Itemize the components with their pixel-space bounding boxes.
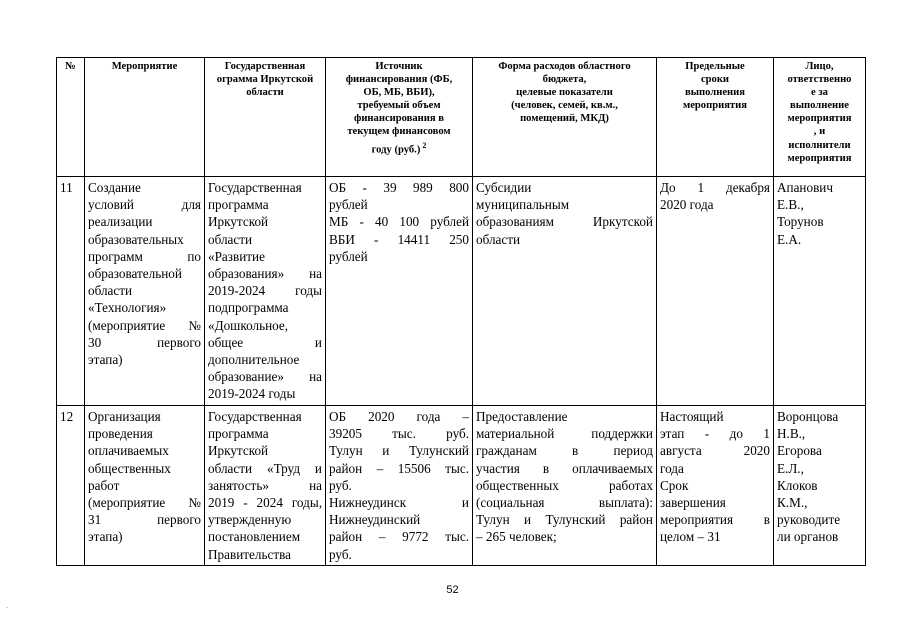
cell-line: Предоставление bbox=[476, 409, 568, 424]
cell-line: области «Труд и bbox=[208, 460, 322, 476]
cell-line: Источник bbox=[375, 61, 423, 72]
cell-line: Лицо, bbox=[805, 61, 834, 72]
cell-line: целом – 31 bbox=[660, 529, 721, 545]
header-num: № bbox=[57, 58, 85, 177]
cell-line: условий для bbox=[88, 197, 201, 213]
header-source bbox=[326, 58, 473, 177]
cell-line: программ по bbox=[88, 248, 201, 264]
cell-line: 30 первого bbox=[88, 334, 201, 350]
cell-line: Апанович bbox=[777, 180, 834, 195]
cell-line: 2020 года bbox=[660, 197, 714, 213]
cell-line: Предельные bbox=[685, 61, 745, 72]
person-cell bbox=[774, 406, 866, 566]
cell-line: Организация bbox=[88, 409, 161, 424]
cell-line: требуемый объем bbox=[357, 100, 441, 112]
cell-line: Государственная bbox=[224, 61, 306, 72]
cell-line: (человек, семей, кв.м., bbox=[511, 100, 618, 112]
cell-line: этап - до 1 bbox=[660, 426, 770, 442]
cell-line: области bbox=[88, 283, 133, 299]
cell-line: постановлением bbox=[208, 529, 301, 545]
cell-line: августа 2020 bbox=[660, 443, 770, 459]
cell-line: образования» на bbox=[208, 266, 322, 282]
cell-line: руб. bbox=[329, 546, 352, 562]
row-number: 11 bbox=[57, 177, 85, 406]
cell-line: года bbox=[660, 460, 684, 476]
cell-line: финансирования (ФБ, bbox=[345, 74, 453, 86]
cell-line: 39205 тыс. руб. bbox=[329, 426, 469, 442]
table-header-row bbox=[57, 58, 866, 177]
cell-line: занятость» на bbox=[208, 477, 322, 493]
cell-line: реализации bbox=[88, 214, 153, 230]
cell-line: финансирования в bbox=[354, 113, 444, 125]
cell-line: мероприятия bbox=[683, 100, 747, 112]
cell-line: исполнители bbox=[788, 139, 851, 151]
cell-line: МБ - 40 100 рублей bbox=[329, 214, 469, 230]
cell-line: выполнения bbox=[685, 87, 745, 99]
header-program bbox=[205, 58, 326, 177]
program-cell bbox=[205, 406, 326, 566]
cell-line: е за bbox=[811, 87, 828, 99]
cell-line: этапа) bbox=[88, 529, 123, 545]
row-number: 12 bbox=[57, 406, 85, 566]
cell-line: текущем финансовом bbox=[347, 126, 451, 138]
cell-line: Субсидии bbox=[476, 180, 532, 195]
cell-line: материальной поддержки bbox=[476, 426, 653, 442]
table-row bbox=[57, 177, 866, 406]
cell-line: общественных bbox=[88, 460, 171, 476]
cell-line: Государственная bbox=[208, 180, 302, 195]
cell-line: , и bbox=[813, 126, 826, 138]
cell-line: 2019-2024 годы bbox=[208, 386, 296, 402]
cell-line: участия в оплачиваемых bbox=[476, 460, 653, 476]
cell-line: руководите bbox=[777, 512, 841, 528]
source-cell bbox=[326, 177, 473, 406]
person-cell bbox=[774, 177, 866, 406]
cell-line: ограмма Иркутской bbox=[216, 74, 314, 86]
cell-line: целевые показатели bbox=[516, 87, 613, 99]
cell-line: Правительства bbox=[208, 546, 291, 562]
deadline-cell bbox=[657, 406, 774, 566]
cell-line: Воронцова bbox=[777, 409, 839, 424]
cell-line: Настоящий bbox=[660, 409, 724, 424]
cell-line: Тулун и Тулунский bbox=[329, 443, 469, 459]
cell-line: этапа) bbox=[88, 352, 123, 368]
header-deadline bbox=[657, 58, 774, 177]
cell-line: Тулун и Тулунский район bbox=[476, 512, 653, 528]
cell-line: район – 9772 тыс. bbox=[329, 529, 469, 545]
cell-line: (социальная выплата): bbox=[476, 495, 653, 511]
cell-line: Государственная bbox=[208, 409, 302, 424]
cell-line: дополнительное bbox=[208, 352, 300, 368]
cell-line: области bbox=[208, 231, 253, 247]
form-cell bbox=[473, 406, 657, 566]
cell-line: ответственно bbox=[787, 74, 852, 86]
cell-line: программа bbox=[208, 426, 269, 442]
cell-line: Е.А. bbox=[777, 231, 802, 247]
cell-line: году (руб.) $^2$ bbox=[371, 140, 427, 156]
cell-line: проведения bbox=[88, 426, 153, 442]
header-event: Мероприятие bbox=[85, 58, 205, 177]
cell-line: Форма расходов областного bbox=[498, 61, 631, 72]
cell-line: К.М., bbox=[777, 495, 808, 511]
cell-line: Егорова bbox=[777, 443, 822, 459]
cell-line: выполнение bbox=[790, 100, 849, 112]
cell-line: Иркутской bbox=[208, 443, 269, 459]
cell-line: 2019-2024 годы bbox=[208, 283, 322, 299]
cell-line: ОБ 2020 года – bbox=[329, 409, 469, 424]
form-cell bbox=[473, 177, 657, 406]
event-cell bbox=[85, 177, 205, 406]
table-row bbox=[57, 406, 866, 566]
cell-line: ли органов bbox=[777, 529, 839, 545]
cell-line: Нижнеудинский bbox=[329, 512, 421, 528]
cell-line: общественных работах bbox=[476, 477, 653, 493]
cell-line: ВБИ - 14411 250 bbox=[329, 231, 469, 247]
cell-line: Иркутской bbox=[208, 214, 269, 230]
cell-line: ОБ - 39 989 800 bbox=[329, 180, 469, 195]
cell-line: Торунов bbox=[777, 214, 824, 230]
event-cell bbox=[85, 406, 205, 566]
cell-line: образовательной bbox=[88, 266, 182, 282]
cell-line: Создание bbox=[88, 180, 141, 195]
cell-line: работ bbox=[88, 477, 120, 493]
cell-line: Е.Л., bbox=[777, 460, 804, 476]
cell-line: области bbox=[246, 87, 284, 99]
cell-line: Е.В., bbox=[777, 197, 804, 213]
scan-mark: . bbox=[6, 601, 9, 610]
events-table bbox=[56, 57, 866, 566]
cell-line: Нижнеудинск и bbox=[329, 495, 469, 511]
cell-line: подпрограмма bbox=[208, 300, 289, 316]
cell-line: Клоков bbox=[777, 477, 818, 493]
cell-line: (мероприятие № bbox=[88, 317, 201, 333]
cell-line: сроки bbox=[700, 74, 730, 86]
cell-line: завершения bbox=[660, 495, 726, 511]
deadline-cell bbox=[657, 177, 774, 406]
cell-line: области bbox=[476, 231, 521, 247]
cell-line: помещений, МКД) bbox=[520, 113, 609, 125]
cell-line: бюджета, bbox=[542, 74, 587, 86]
cell-line: образование» на bbox=[208, 369, 322, 385]
cell-line: гражданам в период bbox=[476, 443, 653, 459]
cell-line: рублей bbox=[329, 197, 368, 213]
cell-line: мероприятия bbox=[787, 152, 852, 164]
cell-line: руб. bbox=[329, 477, 352, 493]
header-form bbox=[473, 58, 657, 177]
cell-line: – 265 человек; bbox=[476, 529, 557, 545]
cell-line: Н.В., bbox=[777, 426, 806, 442]
cell-line: программа bbox=[208, 197, 269, 213]
page-number: 52 bbox=[446, 584, 459, 596]
cell-line: образованиям Иркутской bbox=[476, 214, 653, 230]
cell-line: ОБ, МБ, ВБИ), bbox=[363, 87, 435, 99]
cell-line: утвержденную bbox=[208, 512, 292, 528]
program-cell bbox=[205, 177, 326, 406]
cell-line: До 1 декабря bbox=[660, 180, 770, 195]
cell-line: «Технология» bbox=[88, 300, 167, 316]
cell-line: 31 первого bbox=[88, 512, 201, 528]
cell-line: мероприятия bbox=[787, 113, 852, 125]
cell-line: образовательных bbox=[88, 231, 184, 247]
cell-line: район – 15506 тыс. bbox=[329, 460, 469, 476]
cell-line: «Развитие bbox=[208, 248, 265, 264]
footnote-marker: 2 bbox=[420, 140, 427, 150]
cell-line: оплачиваемых bbox=[88, 443, 169, 459]
cell-line: (мероприятие № bbox=[88, 495, 201, 511]
header-person bbox=[774, 58, 866, 177]
cell-line: мероприятия в bbox=[660, 512, 770, 528]
cell-line: 2019 - 2024 годы, bbox=[208, 495, 322, 511]
cell-line: «Дошкольное, bbox=[208, 317, 289, 333]
cell-line: Срок bbox=[660, 477, 689, 493]
source-cell bbox=[326, 406, 473, 566]
cell-line: общее и bbox=[208, 334, 322, 350]
cell-line: муниципальным bbox=[476, 197, 570, 213]
cell-line: рублей bbox=[329, 248, 368, 264]
